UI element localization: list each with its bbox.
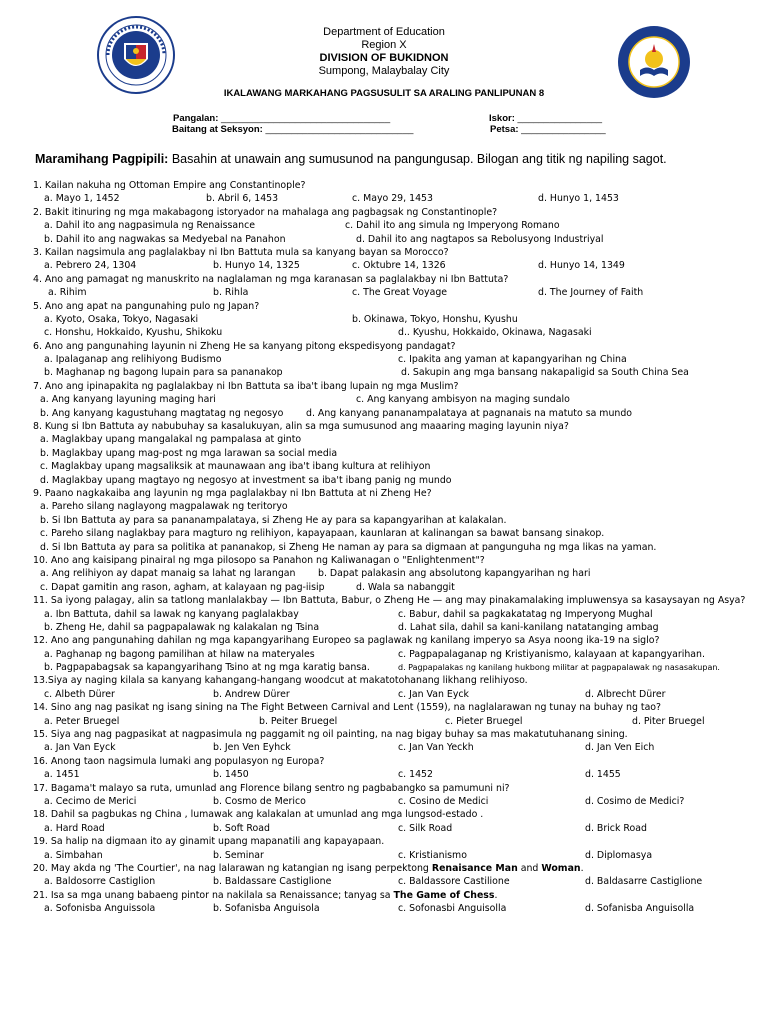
question-7 <box>0 380 768 393</box>
question-text-part: 8. Kung si Ibn Battuta ay nabubuhay sa kasalukuyan, alin sa mga sumusunod ang maaaring maging layunin niya? <box>33 421 569 433</box>
choice-row <box>0 795 768 808</box>
answer-choice[interactable]: a. Kyoto, Osaka, Tokyo, Nagasaki <box>44 313 199 325</box>
question-text-part: 3. Kailan nagsimula ang paglalakbay ni Ibn Battuta mula sa kanyang bayan sa Morocco? <box>33 246 449 258</box>
question-emphasis: Renaisance Man <box>431 862 518 874</box>
question-text-part: 17. Bagama't malayo sa ruta, umunlad ang Florence bilang sentro ng pagbabangko sa pamumuni ni? <box>33 782 510 794</box>
question-list <box>0 179 768 915</box>
question-text-part: 11. Sa iyong palagay, alin sa tatlong manlalakbay — Ibn Battuta, Babur, o Zheng He — ang may pinakamalaking impluwensya sa kasaysayan ng Asya? <box>33 595 746 607</box>
answer-choice[interactable]: b. Abril 6, 1453 <box>206 193 279 205</box>
question-text-part: 12. Ano ang pangunahing dahilan ng mga kapangyarihang Europeo sa paglawak ng kanilang imperyo sa Asya noong ika-19 na siglo? <box>33 635 660 647</box>
question-4 <box>0 273 768 286</box>
answer-choice[interactable]: a. Hard Road <box>44 822 105 834</box>
header-department: Department of Education <box>323 26 445 38</box>
answer-choice[interactable]: a. Ang relihiyon ay dapat manaig sa lahat ng larangan <box>40 568 296 580</box>
grade-section-label: Baitang at Seksyon: <box>172 124 263 135</box>
choice-row <box>0 875 768 888</box>
choice-row <box>0 661 768 674</box>
question-21 <box>0 889 768 902</box>
choice-row <box>0 567 768 580</box>
answer-choice[interactable]: c. Pareho silang naglakbay para magturo ng relihiyon, kapayapaan, kaunlaran at kalinangan sa bawat bansang sinakop. <box>40 528 605 540</box>
answer-choice[interactable]: d. Hunyo 14, 1349 <box>538 260 625 272</box>
answer-choice[interactable]: d. Maglakbay upang magtayo ng negosyo at investment sa iba't ibang panig ng mundo <box>40 474 452 486</box>
answer-choice[interactable]: c. Jan Van Eyck <box>398 688 469 700</box>
choice-row <box>0 608 768 621</box>
question-text-part: . <box>494 889 498 901</box>
question-text-part: 16. Anong taon nagsimula lumaki ang populasyon ng Europa? <box>33 755 325 767</box>
question-text-part: 10. Ano ang kaisipang pinairal ng mga pilosopo sa Panahon ng Kaliwanagan o "Enlightenment"? <box>33 554 485 566</box>
answer-choice[interactable]: c. 1452 <box>398 769 433 781</box>
choice-row <box>0 581 768 594</box>
answer-choice[interactable]: c. Baldassore Castilione <box>398 876 510 888</box>
score-line <box>489 113 602 124</box>
answer-choice[interactable]: b. Cosmo de Merico <box>213 795 306 807</box>
question-emphasis: Woman <box>541 862 581 874</box>
choice-row <box>0 259 768 272</box>
choice-row <box>0 326 768 339</box>
answer-choice[interactable]: d. Sakupin ang mga bansang nakapaligid sa South China Sea <box>401 367 689 379</box>
question-text <box>33 808 483 821</box>
choice-row <box>0 286 768 299</box>
answer-choice[interactable]: b. Pagpapabagsak sa kapangyarihang Tsino at ng mga karatig bansa. <box>44 662 370 674</box>
question-text-part: 21. Isa sa mga unang babaeng pintor na nakilala sa Renaissance; tanyag sa <box>33 889 394 901</box>
question-14 <box>0 701 768 714</box>
question-text <box>33 701 661 714</box>
question-text <box>33 487 432 500</box>
score-label: Iskor: <box>489 113 515 124</box>
choice-row <box>0 688 768 701</box>
answer-choice[interactable]: d. Jan Ven Eich <box>585 742 655 754</box>
answer-choice[interactable]: a. Cecimo de Merici <box>44 795 137 807</box>
question-18 <box>0 808 768 821</box>
answer-choice[interactable]: b. Dahil ito ang nagwakas sa Medyebal na Panahon <box>44 233 286 245</box>
question-text <box>33 380 459 393</box>
choice-row <box>0 500 768 513</box>
answer-choice[interactable]: d. Brick Road <box>585 822 647 834</box>
answer-choice[interactable]: c. Kristianismo <box>398 849 467 861</box>
choice-row <box>0 902 768 915</box>
answer-choice[interactable]: d. Pagpapalakas ng kanilang hukbong militar at pagpapalawak ng nasasakupan. <box>398 663 720 673</box>
question-12 <box>0 634 768 647</box>
question-text <box>33 554 485 567</box>
choice-row <box>0 433 768 446</box>
answer-choice[interactable]: c. Cosino de Medici <box>398 795 489 807</box>
answer-choice[interactable]: a. Ipalaganap ang relihiyong Budismo <box>44 354 222 366</box>
answer-choice[interactable]: b. 1450 <box>213 769 249 781</box>
answer-choice[interactable]: b. Si Ibn Battuta ay para sa pananampalataya, si Zheng He ay para sa kapangyarihan at kalakalan. <box>40 514 507 526</box>
answer-choice[interactable]: b. Baldassare Castiglione <box>213 876 332 888</box>
answer-choice[interactable]: c. Albeth Dürer <box>44 688 115 700</box>
answer-choice[interactable]: b. Andrew Dürer <box>213 688 290 700</box>
question-text-part: 2. Bakit itinuring ng mga makabagong istoryador na mahalaga ang pagbagsak ng Constantinople? <box>33 206 498 218</box>
choice-row <box>0 313 768 326</box>
choice-row <box>0 648 768 661</box>
question-emphasis: The Game of Chess <box>393 889 495 901</box>
header-location: Sumpong, Malaybalay City <box>318 65 450 77</box>
answer-choice[interactable]: c. Mayo 29, 1453 <box>352 193 433 205</box>
name-label: Pangalan: <box>173 113 219 124</box>
question-text <box>33 674 528 687</box>
score-field[interactable]: ________________ <box>517 113 603 124</box>
choice-row <box>0 353 768 366</box>
question-text <box>33 634 659 647</box>
answer-choice[interactable]: d. Wala sa nabanggit <box>356 581 455 593</box>
choice-row <box>0 527 768 540</box>
question-5 <box>0 300 768 313</box>
question-13 <box>0 674 768 687</box>
date-field[interactable]: ________________ <box>521 124 606 135</box>
answer-choice[interactable]: b. Hunyo 14, 1325 <box>213 260 300 272</box>
answer-choice[interactable]: c. The Great Voyage <box>352 287 448 299</box>
answer-choice[interactable]: d. Lahat sila, dahil sa kani-kanilang natatanging ambag <box>398 621 659 633</box>
answer-choice[interactable]: d. Diplomasya <box>585 849 653 861</box>
header-region: Region X <box>361 39 407 51</box>
choice-row <box>0 621 768 634</box>
answer-choice[interactable]: c. Honshu, Hokkaido, Kyushu, Shikoku <box>44 327 223 339</box>
question-text-part: . <box>580 862 584 874</box>
question-text <box>33 179 305 192</box>
question-text-part: 6. Ano ang pangunahing layunin ni Zheng He sa kanyang pitong ekspedisyong pandagat? <box>33 340 456 352</box>
choice-row <box>0 474 768 487</box>
answer-choice[interactable]: a. 1451 <box>44 769 80 781</box>
question-text-part: 13.Siya ay naging kilala sa kanyang kahangang-hangang woodcut at makatotohanang likhang relihiyoso. <box>33 675 528 687</box>
choice-row <box>0 393 768 406</box>
choice-row <box>0 741 768 754</box>
answer-choice[interactable]: b. Maglakbay upang mag-post ng mga larawan sa social media <box>40 447 338 459</box>
question-15 <box>0 728 768 741</box>
answer-choice[interactable]: b. Sofanisba Anguisola <box>213 903 320 915</box>
answer-choice[interactable]: d. Si Ibn Battuta ay para sa politika at pananakop, si Zheng He naman ay para sa digmaan at pangunguha ng mga likas na yaman. <box>40 541 657 553</box>
question-text <box>33 835 384 848</box>
choice-row <box>0 192 768 205</box>
choice-row <box>0 233 768 246</box>
answer-choice[interactable]: d. Sofanisba Anguisolla <box>585 903 695 915</box>
answer-choice[interactable]: b. Ang kanyang kagustuhang magtatag ng negosyo <box>40 407 284 419</box>
answer-choice[interactable]: d. Baldasarre Castiglione <box>585 876 703 888</box>
answer-choice[interactable]: a. Dahil ito ang nagpasimula ng Renaissance <box>44 220 256 232</box>
answer-choice[interactable]: a. Rihim <box>48 287 87 299</box>
division-seal-logo <box>616 24 692 100</box>
answer-choice[interactable]: c. Jan Van Yeckh <box>398 742 474 754</box>
question-text-part: 20. May akda ng 'The Courtier', na nag lalarawan ng katangian ng isang perpektong <box>33 862 432 874</box>
answer-choice[interactable]: c. Sofonasbi Anguisolla <box>398 903 507 915</box>
choice-row <box>0 514 768 527</box>
answer-choice[interactable]: b. Peiter Bruegel <box>259 715 338 727</box>
answer-choice[interactable]: d. Cosimo de Medici? <box>585 795 685 807</box>
name-line <box>173 113 390 124</box>
answer-choice[interactable]: c. Pieter Bruegel <box>445 715 523 727</box>
answer-choice[interactable]: b. Zheng He, dahil sa pagpapalawak ng kalakalan ng Tsina <box>44 621 320 633</box>
choice-row <box>0 366 768 379</box>
answer-choice[interactable]: b. Okinawa, Tokyo, Honshu, Kyushu <box>352 313 518 325</box>
answer-choice[interactable]: b. Dapat palakasin ang absolutong kapangyarihan ng hari <box>318 568 591 580</box>
question-text <box>33 755 324 768</box>
answer-choice[interactable]: b. Maghanap ng bagong lupain para sa pananakop <box>44 367 283 379</box>
answer-choice[interactable]: a. Simbahan <box>44 849 103 861</box>
answer-choice[interactable]: d. Ang kanyang pananampalataya at pagnanais na matuto sa mundo <box>306 407 633 419</box>
directions-label: Maramihang Pagpipili: <box>35 152 169 166</box>
question-text <box>33 300 259 313</box>
question-text-part: 7. Ano ang ipinapakita ng paglalakbay ni Ibn Battuta sa iba't ibang lupain ng mga Muslim? <box>33 380 459 392</box>
answer-choice[interactable]: d. Piter Bruegel <box>632 715 705 727</box>
answer-choice[interactable]: a. Pareho silang naglayong magpalawak ng teritoryo <box>40 501 288 513</box>
answer-choice[interactable]: c. Dapat gamitin ang rason, agham, at kalayaan ng pag-iisip <box>40 581 325 593</box>
answer-choice[interactable]: a. Pebrero 24, 1304 <box>44 260 137 272</box>
question-text-part: 18. Dahil sa pagbukas ng China , lumawak ang kalakalan at umunlad ang mga lungsod-estado . <box>33 809 484 821</box>
question-10 <box>0 554 768 567</box>
choice-row <box>0 849 768 862</box>
choice-row <box>0 219 768 232</box>
question-17 <box>0 782 768 795</box>
answer-choice[interactable]: c. Babur, dahil sa pagkakatatag ng Imperyong Mughal <box>398 608 653 620</box>
question-text <box>33 889 497 902</box>
answer-choice[interactable]: a. Baldosorre Castiglion <box>44 876 156 888</box>
answer-choice[interactable]: c. Maglakbay upang magsaliksik at maunawaan ang iba't ibang kultura at relihiyon <box>40 461 431 473</box>
question-text <box>33 728 628 741</box>
answer-choice[interactable]: d. 1455 <box>585 769 621 781</box>
answer-choice[interactable]: c. Pagpapalaganap ng Kristiyanismo, kalayaan at kapangyarihan. <box>398 648 705 660</box>
question-text-part: 9. Paano nagkakaiba ang layunin ng mga paglalakbay ni Ibn Battuta at ni Zheng He? <box>33 487 432 499</box>
answer-choice[interactable]: a. Ang kanyang layuning maging hari <box>40 394 216 406</box>
question-text <box>33 206 497 219</box>
grade-section-field[interactable]: ____________________________ <box>265 124 414 135</box>
answer-choice[interactable]: b. Jen Ven Eyhck <box>213 742 291 754</box>
answer-choice[interactable]: a. Sofonisba Anguissola <box>44 903 156 915</box>
choice-row <box>0 768 768 781</box>
question-text-part: and <box>517 862 542 874</box>
answer-choice[interactable]: a. Ibn Battuta, dahil sa lawak ng kanyang paglalakbay <box>44 608 299 620</box>
choice-row <box>0 715 768 728</box>
choice-row <box>0 407 768 420</box>
answer-choice[interactable]: c. Oktubre 14, 1326 <box>352 260 446 272</box>
answer-choice[interactable]: a. Mayo 1, 1452 <box>44 193 120 205</box>
question-text-part: 19. Sa halip na digmaan ito ay ginamit upang mapanatili ang kapayapaan. <box>33 836 385 848</box>
choice-row <box>0 447 768 460</box>
question-text-part: 15. Siya ang nag pagpasikat at nagpasimula ng paggamit ng oil painting, na nag bigay buhay sa mas makatutuhanang sining. <box>33 729 628 741</box>
question-3 <box>0 246 768 259</box>
date-line <box>490 124 606 135</box>
question-text <box>33 594 745 607</box>
directions-text: Basahin at unawain ang sumusunod na pangungusap. Bilogan ang titik ng napiling sagot. <box>168 152 667 166</box>
question-text-part: 1. Kailan nakuha ng Ottoman Empire ang Constantinople? <box>33 180 306 191</box>
choice-row <box>0 460 768 473</box>
answer-choice[interactable]: a. Jan Van Eyck <box>44 742 116 754</box>
question-text <box>33 862 584 875</box>
question-text <box>33 782 510 795</box>
question-19 <box>0 835 768 848</box>
answer-choice[interactable]: c. Ipakita ang yaman at kapangyarihan ng China <box>398 354 627 366</box>
question-20 <box>0 862 768 875</box>
answer-choice[interactable]: d.. Kyushu, Hokkaido, Okinawa, Nagasaki <box>398 327 592 339</box>
choice-row <box>0 822 768 835</box>
header-division: DIVISION OF BUKIDNON <box>319 52 449 64</box>
question-8 <box>0 420 768 433</box>
question-11 <box>0 594 768 607</box>
question-16 <box>0 755 768 768</box>
answer-choice[interactable]: d. Hunyo 1, 1453 <box>538 193 619 205</box>
date-label: Petsa: <box>490 124 519 135</box>
question-text-part: 14. Sino ang nag pasikat ng isang sining na The Fight Between Carnival and Lent (1559), na naglalarawan ng tunay na buhay ng tao? <box>33 702 662 714</box>
directions <box>35 152 667 166</box>
answer-choice[interactable]: c. Ang kanyang ambisyon na maging sundalo <box>356 394 570 406</box>
question-text-part: 4. Ano ang pamagat ng manuskrito na naglalaman ng mga karanasan sa paglalakbay ni Ibn Battuta? <box>33 273 509 285</box>
name-field[interactable]: ________________________________ <box>221 113 391 124</box>
answer-choice[interactable]: d. Dahil ito ang nagtapos sa Rebolusyong Industriyal <box>356 233 604 245</box>
answer-choice[interactable]: a. Peter Bruegel <box>44 715 120 727</box>
answer-choice[interactable]: a. Paghanap ng bagong pamilihan at hilaw na materyales <box>44 648 315 660</box>
question-1 <box>0 179 768 192</box>
question-text <box>33 273 508 286</box>
choice-row <box>0 541 768 554</box>
grade-section-line <box>172 124 413 135</box>
answer-choice[interactable]: d. The Journey of Faith <box>538 287 644 299</box>
question-text <box>33 420 569 433</box>
answer-choice[interactable]: a. Maglakbay upang mangalakal ng pampalasa at ginto <box>40 434 302 446</box>
answer-choice[interactable]: c. Silk Road <box>398 822 453 834</box>
question-text <box>33 246 449 259</box>
deped-seal-logo <box>96 15 176 95</box>
exam-title: IKALAWANG MARKAHANG PAGSUSULIT SA ARALING PANLIPUNAN 8 <box>223 88 545 99</box>
question-text-part: 5. Ano ang apat na pangunahing pulo ng Japan? <box>33 300 260 312</box>
answer-choice[interactable]: b. Soft Road <box>213 822 270 834</box>
answer-choice[interactable]: b. Rihla <box>213 287 249 299</box>
question-9 <box>0 487 768 500</box>
answer-choice[interactable]: b. Seminar <box>213 849 264 861</box>
question-6 <box>0 340 768 353</box>
question-2 <box>0 206 768 219</box>
answer-choice[interactable]: d. Albrecht Dürer <box>585 688 666 700</box>
answer-choice[interactable]: c. Dahil ito ang simula ng Imperyong Romano <box>345 220 560 232</box>
question-text <box>33 340 456 353</box>
